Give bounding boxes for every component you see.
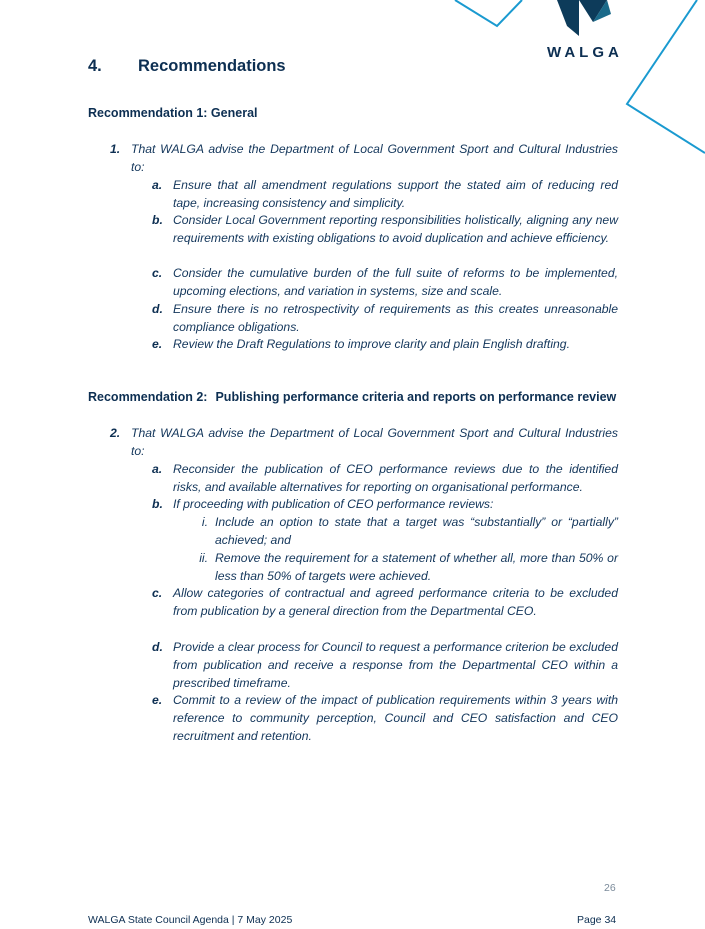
- rec2-sub-b-text: If proceeding with publication of CEO performance reviews:: [173, 497, 494, 511]
- rec2-item-number: 2.: [110, 426, 121, 440]
- rec2-sub-c-text: Allow categories of contractual and agreed performance criteria to be excluded from publication by a general direction from the Departmental CEO.: [173, 586, 618, 618]
- rec2-heading-label: Recommendation 2:: [88, 390, 208, 404]
- rec2-roman-i-marker: i.: [201, 515, 208, 529]
- footer-page-label: Page 34: [577, 914, 617, 926]
- section-title: [88, 57, 286, 76]
- footer-agenda-title: WALGA State Council Agenda | 7 May 2025: [88, 914, 293, 926]
- rec2-item-text: That WALGA advise the Department of Local Government Sport and Cultural Industries to:: [131, 426, 618, 458]
- rec1-sub-e-text: Review the Draft Regulations to improve clarity and plain English drafting.: [173, 337, 570, 351]
- rec2-sub-d-text: Provide a clear process for Council to request a performance criterion be excluded from publication and receive a response from the Departmental CEO within a prescribed timeframe.: [173, 640, 618, 690]
- rec2-heading-title: Publishing performance criteria and reports on performance review: [215, 390, 617, 404]
- rec2-sub-b-marker: b.: [152, 497, 163, 511]
- rec1-item-text: That WALGA advise the Department of Local Government Sport and Cultural Industries to:: [131, 142, 618, 174]
- rec2-roman-ii-text: Remove the requirement for a statement of whether all, more than 50% or less than 50% of targets were achieved.: [215, 551, 618, 583]
- rec1-sub-a-marker: a.: [152, 178, 163, 192]
- rec1-sub-b-text: Consider Local Government reporting responsibilities holistically, aligning any new requirements with existing obligations to avoid duplication and achieve efficiency.: [173, 213, 618, 245]
- section-title-text: Recommendations: [138, 57, 286, 75]
- rec1-sub-b-marker: b.: [152, 213, 163, 227]
- rec2-roman-i-text: Include an option to state that a target was “substantially” or “partially” achieved; and: [215, 515, 618, 547]
- rec1-sub-d-marker: d.: [152, 302, 163, 316]
- rec1-sub-a-text: Ensure that all amendment regulations support the stated aim of reducing red tape, increasing consistency and simplicity.: [173, 178, 618, 210]
- rec2-sub-e-marker: e.: [152, 693, 163, 707]
- rec2-sub-d-marker: d.: [152, 640, 163, 654]
- rec2-sub-a-text: Reconsider the publication of CEO performance reviews due to the identified risks, and available alternatives for reporting on organisational performance.: [173, 462, 618, 494]
- rec1-item-number: 1.: [110, 142, 121, 156]
- rec2-sub-c-marker: c.: [152, 586, 163, 600]
- rec1-sub-c-marker: c.: [152, 266, 163, 280]
- section-number: 4.: [88, 57, 102, 75]
- recommendation-2-heading: [88, 390, 616, 404]
- rec2-sub-e-text: Commit to a review of the impact of publication requirements within 3 years with reference to community perception, Council and CEO satisfaction and CEO recruitment and retention.: [173, 693, 618, 743]
- rec2-roman-ii-marker: ii.: [199, 551, 208, 565]
- rec1-sub-e-marker: e.: [152, 337, 163, 351]
- rec1-sub-c-text: Consider the cumulative burden of the full suite of reforms to be implemented, upcoming elections, and variation in systems, size and scale.: [173, 266, 618, 298]
- walga-logo-icon: [545, 0, 625, 40]
- rec2-sub-a-marker: a.: [152, 462, 163, 476]
- rec1-sub-d-text: Ensure there is no retrospectivity of requirements as this creates unreasonable compliance obligations.: [173, 302, 618, 334]
- recommendation-1-heading: Recommendation 1: General: [88, 106, 258, 120]
- document-page-number: 26: [604, 882, 616, 894]
- logo-wordmark: WALGA: [547, 44, 623, 61]
